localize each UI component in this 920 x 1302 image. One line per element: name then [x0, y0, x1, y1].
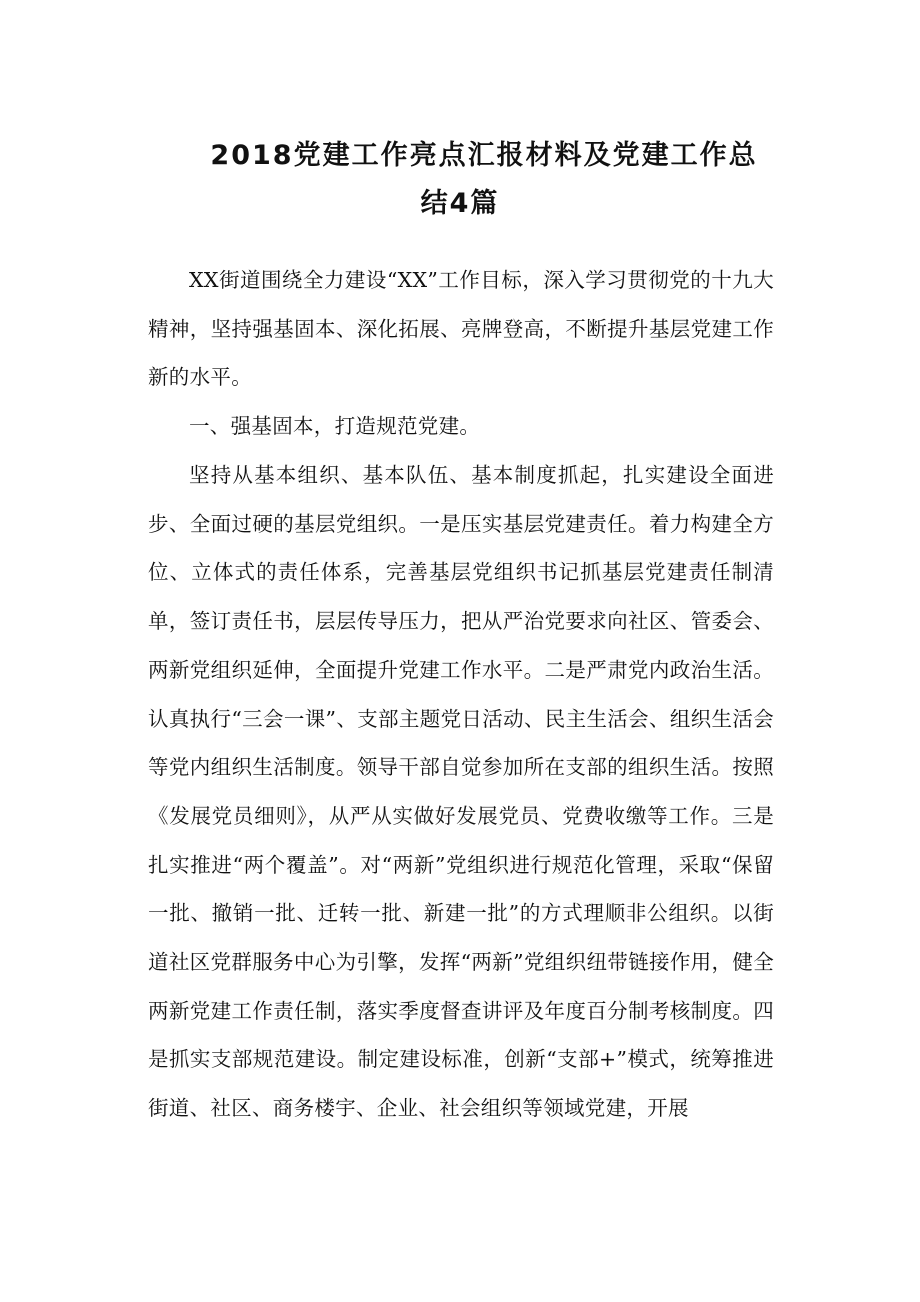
paragraph-intro [148, 256, 774, 402]
paragraph-body [148, 451, 774, 1133]
section-heading-text: 一、强基固本，打造规范党建。 [189, 414, 481, 438]
paragraph-text: 坚持从基本组织、基本队伍、基本制度抓起，扎实建设全面进步、全面过硬的基层党组织。一是压实基层党建责任。着力构建全方位、立体式的责任体系，完善基层党组织书记抓基层党建责任制清单，签订责任书，层层传导压力，把从严治党要求向社区、管委会、两新党组织延伸，全面提升党建工作水平。二是严肃党内政治生活。认真执行“三会一课”、支部主题党日活动、民主生活会、组织生活会等党内组织生活制度。领导干部自觉参加所在支部的组织生活。按照《发展党员细则》，从严从实做好发展党员、党费收缴等工作。三是扎实推进“两个覆盖”。对“两新”党组织进行规范化管理，采取“保留一批、撤销一批、迁转一批、新建一批”的方式理顺非公组织。以街道社区党群服务中心为引擎，发挥“两新”党组织纽带链接作用，健全两新党建工作责任制，落实季度督查讲评及年度百分制考核制度。四是抓实支部规范建设。制定建设标准，创新“支部+”模式，统筹推进街道、社区、商务楼宇、企业、社会组织等领域党建，开展 [148, 463, 774, 1121]
document-title-line-1: 2018党建工作亮点汇报材料及党建工作总 [210, 140, 758, 171]
paragraph-text: XX街道围绕全力建设“XX”工作目标，深入学习贯彻党的十九大精神，坚持强基固本、深化拓展、亮牌登高，不断提升基层党建工作新的水平。 [148, 268, 774, 390]
document-title-line-2: 结4篇 [420, 188, 500, 219]
section-heading [148, 402, 774, 451]
